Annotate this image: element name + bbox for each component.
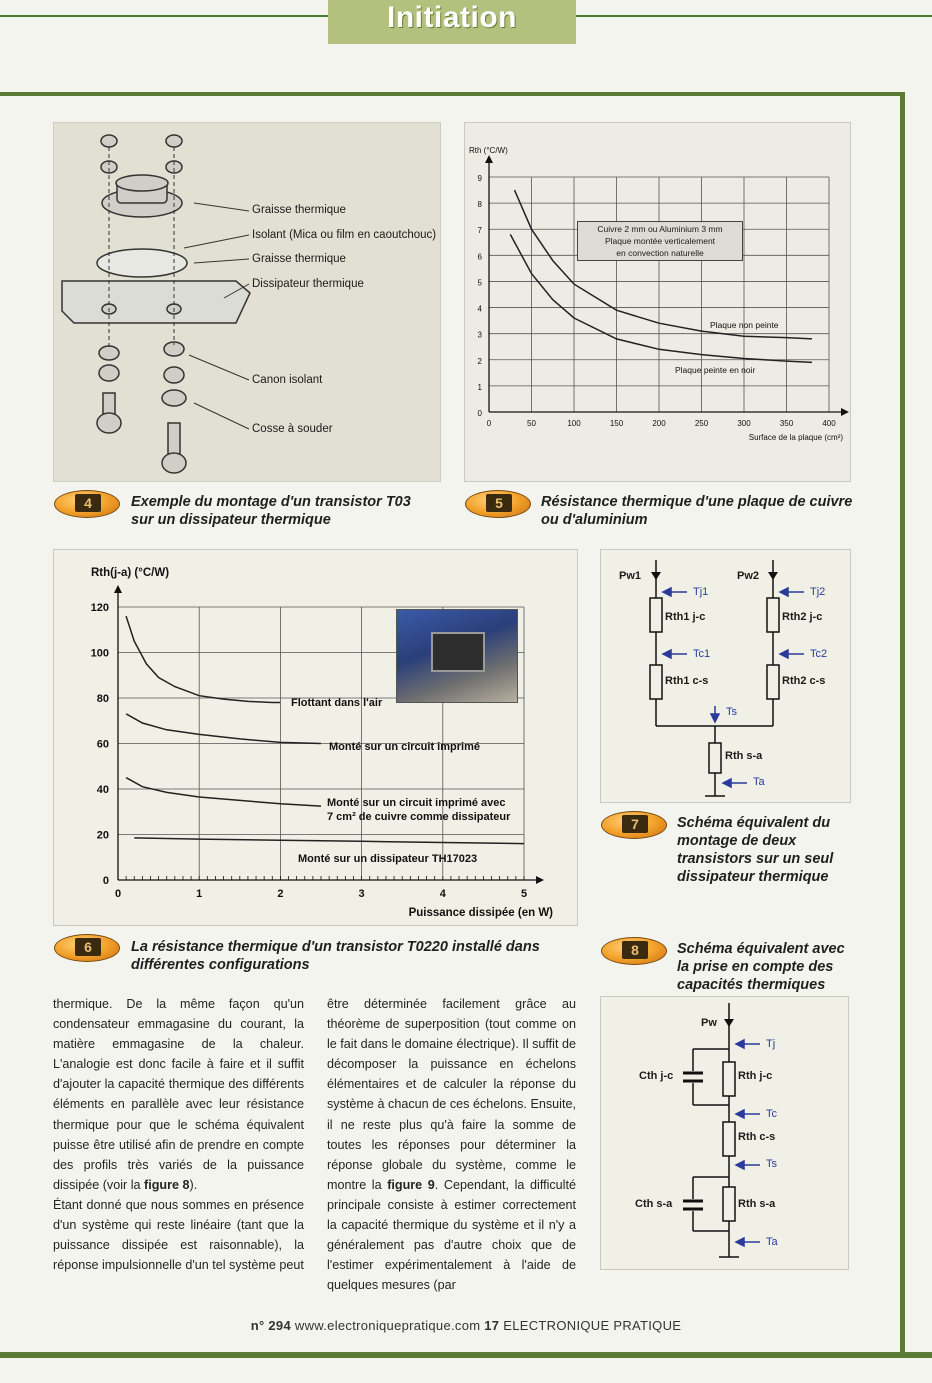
label-rth1jc: Rth1 j-c	[665, 611, 706, 623]
body-column-2	[327, 994, 576, 1295]
label-cosse: Cosse à souder	[252, 423, 333, 435]
x-tick-label: 5	[520, 888, 528, 900]
transistor-photo	[396, 609, 518, 703]
series-label: Monté sur un circuit imprimé	[329, 741, 480, 753]
figure-5-caption: Résistance thermique d'une plaque de cuivre ou d'aluminium	[541, 494, 853, 528]
label-tj2: Tj2	[810, 586, 826, 598]
figure-4-box	[53, 122, 441, 482]
x-tick-label: 4	[439, 888, 446, 900]
y-tick-label: 8	[477, 200, 482, 210]
label-tj1: Tj1	[693, 586, 709, 598]
issue-number: n° 294	[250, 1318, 291, 1333]
x-tick-label: 50	[527, 419, 536, 428]
label-rthsa8: Rth s-a	[738, 1198, 776, 1210]
paragraph-2: Étant donné que nous sommes en présence d'un système qui reste linéaire (tant que la puissance dissipée est raisonnable), la réponse impulsionnelle d'un tel système peut	[53, 1197, 304, 1273]
x-tick-label: 3	[358, 888, 365, 900]
y-tick-label: 60	[96, 738, 109, 751]
x-axis-label: Surface de la plaque (cm²)	[748, 433, 843, 442]
magazine-name: ELECTRONIQUE PRATIQUE	[503, 1318, 682, 1333]
y-tick-label: 1	[477, 382, 482, 392]
right-frame-bar	[900, 92, 905, 1352]
y-tick-label: 120	[90, 602, 109, 614]
label-ts8: Ts	[766, 1158, 777, 1170]
label-graisse-2: Graisse thermique	[252, 253, 346, 265]
y-tick-label: 4	[477, 304, 482, 314]
label-cthjc: Cth j-c	[639, 1070, 674, 1082]
x-tick-label: 250	[694, 419, 709, 428]
section-title: Initiation	[387, 1, 517, 34]
label-pw2: Pw2	[737, 570, 760, 582]
paragraph-3: être déterminée facilement grâce au théorème de superposition (tout comme on le fait dans le domaine électrique). Il suffit de décomposer la puissance en échelons élémentaires et de calculer la réponse du système à chacun de ces échelons. Ensuite, il ne reste plus qu'à faire la somme de toutes les réponses pour déterminer la réponse globale du système, comme le montre la figure 9. Cependant, la difficulté principale consiste à estimer correctement la capacité thermique du système et il n'y a généralement pas d'autre choix que de l'estimer expérimentalement à l'aide de quelques mesures (par	[327, 997, 576, 1293]
series-label: 7 cm² de cuivre comme dissipateur	[327, 811, 511, 823]
y-tick-label: 2	[477, 356, 482, 366]
label-isolant: Isolant (Mica ou film en caoutchouc)	[252, 229, 437, 241]
x-tick-label: 400	[822, 419, 836, 428]
figure-8-caption: Schéma équivalent avec la prise en compte des capacités thermiques	[677, 941, 845, 993]
y-tick-label: 40	[96, 784, 109, 796]
figure-6-caption: La résistance thermique d'un transistor T0220 installé dans différentes configurations	[131, 939, 540, 973]
label-ta8: Ta	[766, 1236, 778, 1248]
y-axis-label: Rth(j-a) (°C/W)	[91, 567, 170, 579]
label-graisse-1: Graisse thermique	[252, 204, 346, 216]
label-tc: Tc	[766, 1108, 777, 1120]
top-frame-bar	[0, 92, 905, 96]
header-rule-right	[576, 15, 932, 17]
y-tick-label: 7	[477, 226, 482, 236]
x-tick-label: 0	[114, 888, 122, 900]
y-tick-label: 20	[96, 829, 109, 842]
figure-5-chart	[465, 123, 850, 481]
figure-8-badge: 8	[601, 937, 667, 965]
label-rthjc: Rth j-c	[738, 1070, 773, 1082]
figure-4-badge: 4	[54, 490, 120, 518]
series-label: Monté sur un dissipateur TH17023	[298, 853, 478, 865]
paragraph-1: thermique. De la même façon qu'un condensateur emmagasine du courant, la matière emmagasine de la chaleur. L'analogie est donc facile à faire et il suffit d'ajouter la capacité thermique des différents éléments en parallèle avec leur résistance thermique pour que le schéma équivalent puisse être utilisé afin de prendre en compte des profils très variés de la puissance dissipée (voir la figure 8).	[53, 997, 304, 1192]
body-column-1	[53, 994, 304, 1275]
label-ts: Ts	[726, 706, 737, 718]
y-tick-label: 80	[96, 693, 109, 705]
y-tick-label: 0	[102, 875, 109, 887]
legend-line-3: en convection naturelle	[616, 248, 704, 258]
legend-line-1: Cuivre 2 mm ou Aluminium 3 mm	[597, 224, 723, 234]
x-tick-label: 100	[567, 419, 581, 428]
x-tick-label: 2	[277, 888, 284, 900]
y-tick-label: 0	[477, 409, 482, 418]
label-rthcs: Rth c-s	[738, 1131, 776, 1143]
page-footer	[0, 1318, 932, 1333]
figure-7-box	[600, 549, 851, 803]
label-tj: Tj	[766, 1038, 776, 1050]
figure-6-chart	[54, 550, 577, 925]
x-axis-arrow	[536, 876, 544, 884]
figure-6-badge: 6	[54, 934, 120, 962]
y-axis-arrow	[485, 155, 493, 163]
header-rule-left	[0, 15, 330, 17]
series-line	[134, 838, 524, 844]
y-tick-label: 6	[477, 252, 482, 262]
label-ta: Ta	[753, 776, 765, 788]
label-pw1: Pw1	[619, 570, 642, 582]
y-axis-arrow	[114, 585, 122, 593]
series-line	[126, 778, 321, 807]
series-label: Flottant dans l'air	[291, 697, 383, 709]
x-tick-label: 150	[609, 419, 624, 428]
y-tick-label: 9	[477, 174, 482, 183]
y-tick-label: 100	[90, 647, 109, 660]
series-line	[515, 190, 813, 339]
figure-8-box	[600, 996, 849, 1270]
series-label: Plaque peinte en noir	[675, 365, 756, 375]
label-rth2cs: Rth2 c-s	[782, 675, 826, 687]
y-axis-label: Rth (°C/W)	[469, 146, 508, 155]
x-tick-label: 300	[737, 419, 751, 428]
figure-6-box	[53, 549, 578, 926]
series-label: Plaque non peinte	[710, 320, 779, 330]
page-number: 17	[484, 1318, 500, 1333]
x-tick-label: 350	[779, 419, 794, 428]
x-axis-arrow	[841, 408, 849, 416]
series-line	[126, 616, 280, 702]
footer-url: www.electroniquepratique.com	[294, 1318, 481, 1333]
x-tick-label: 0	[486, 419, 492, 428]
figure-7-badge: 7	[601, 811, 667, 839]
label-cthsa: Cth s-a	[635, 1198, 673, 1210]
x-tick-label: 200	[652, 419, 666, 428]
label-rthsa: Rth s-a	[725, 750, 763, 762]
label-tc2: Tc2	[810, 648, 828, 660]
y-tick-label: 3	[477, 330, 482, 340]
figure-5-legend-box	[577, 221, 743, 261]
label-tc1: Tc1	[693, 648, 711, 660]
transistor-mounting-illustration	[54, 123, 440, 481]
series-line	[126, 714, 321, 744]
label-canon: Canon isolant	[252, 374, 323, 386]
figure-9-ref: figure 9	[387, 1177, 435, 1192]
legend-line-2: Plaque montée verticalement	[604, 236, 716, 246]
y-tick-label: 5	[477, 278, 482, 288]
label-rth1cs: Rth1 c-s	[665, 675, 709, 687]
figure-5-box	[464, 122, 851, 482]
label-dissipateur: Dissipateur thermique	[252, 278, 364, 290]
label-pw: Pw	[701, 1017, 717, 1029]
figure-7-caption: Schéma équivalent du montage de deux transistors sur un seul dissipateur thermique	[677, 815, 834, 885]
label-rth2jc: Rth2 j-c	[782, 611, 823, 623]
figure-8-ref: figure 8	[144, 1177, 190, 1192]
figure-5-badge: 5	[465, 490, 531, 518]
series-label: Monté sur un circuit imprimé avec	[327, 797, 506, 809]
bottom-frame-bar	[0, 1352, 932, 1358]
x-axis-label: Puissance dissipée (en W)	[408, 907, 553, 919]
figure-4-caption: Exemple du montage d'un transistor T03 sur un dissipateur thermique	[131, 494, 411, 528]
x-tick-label: 1	[196, 888, 203, 900]
figure-8-schematic	[601, 997, 848, 1269]
transistor-photo-body	[431, 632, 485, 672]
